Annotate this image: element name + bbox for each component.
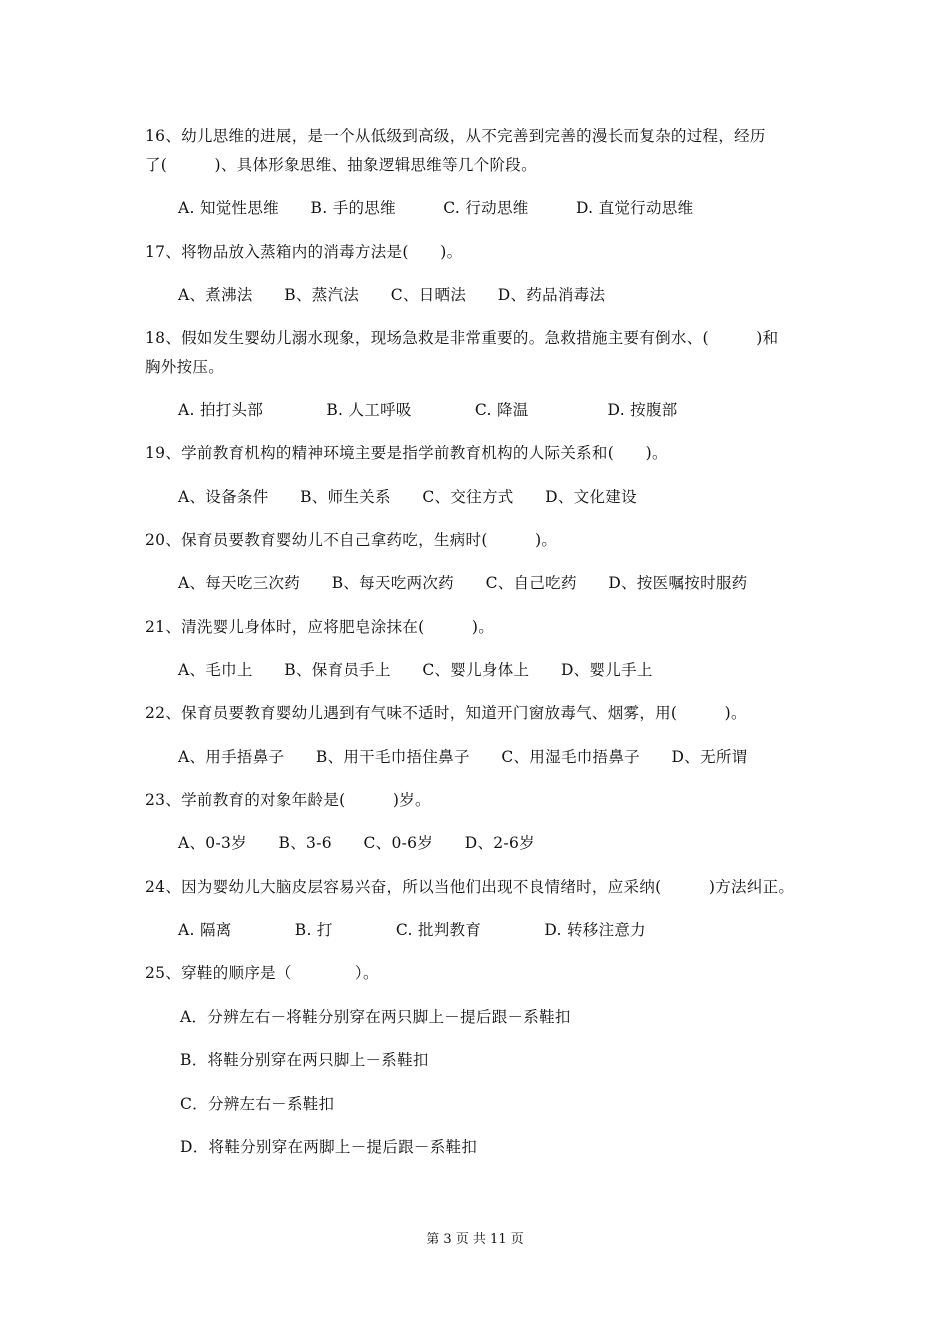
question-19-stem: 19、学前教育机构的精神环境主要是指学前教育机构的人际关系和( )。 — [145, 444, 668, 462]
page-footer: 第 3 页 共 11 页 — [426, 1232, 524, 1247]
question-21-options: A、毛巾上 B、保育员手上 C、婴儿身体上 D、婴儿手上 — [178, 661, 653, 679]
question-17-stem: 17、将物品放入蒸箱内的消毒方法是( )。 — [145, 243, 463, 261]
question-16-stem-line-1: 16、幼儿思维的进展，是一个从低级到高级，从不完善到完善的漫长而复杂的过程，经历 — [145, 127, 766, 145]
question-20-options: A、每天吃三次药 B、每天吃两次药 C、自己吃药 D、按医嘱按时服药 — [178, 574, 748, 592]
question-21-stem: 21、清洗婴儿身体时，应将肥皂涂抹在( )。 — [145, 618, 495, 636]
question-24-stem: 24、因为婴幼儿大脑皮层容易兴奋，所以当他们出现不良情绪时，应采纳( )方法纠正。 — [145, 878, 795, 896]
question-25-stem: 25、穿鞋的顺序是（ ）。 — [145, 964, 379, 982]
question-22-options: A、用手捂鼻子 B、用干毛巾捂住鼻子 C、用湿毛巾捂鼻子 D、无所谓 — [178, 748, 748, 766]
question-18-stem-line-2: 胸外按压。 — [145, 358, 225, 376]
question-23-options: A、0-3岁 B、3-6 C、0-6岁 D、2-6岁 — [178, 834, 535, 852]
question-25-option-c: C．分辨左右－系鞋扣 — [180, 1095, 335, 1113]
question-25-option-d: D．将鞋分别穿在两脚上－提后跟－系鞋扣 — [180, 1138, 478, 1156]
question-18-options: A. 拍打头部 B. 人工呼吸 C. 降温 D. 按腹部 — [178, 401, 678, 419]
question-24-options: A. 隔离 B. 打 C. 批判教育 D. 转移注意力 — [178, 921, 646, 939]
question-16-stem-line-2: 了( )、具体形象思维、抽象逻辑思维等几个阶段。 — [145, 156, 537, 174]
question-23-stem: 23、学前教育的对象年龄是( )岁。 — [145, 791, 431, 809]
question-17-options: A、煮沸法 B、蒸汽法 C、日晒法 D、药品消毒法 — [178, 286, 606, 304]
question-25-option-a: A．分辨左右－将鞋分别穿在两只脚上－提后跟－系鞋扣 — [180, 1008, 571, 1026]
question-16-options: A. 知觉性思维 B. 手的思维 C. 行动思维 D. 直觉行动思维 — [178, 199, 694, 217]
question-25-option-b: B．将鞋分别穿在两只脚上－系鞋扣 — [180, 1051, 429, 1069]
question-22-stem: 22、保育员要教育婴幼儿遇到有气味不适时，知道开门窗放毒气、烟雾，用( )。 — [145, 704, 747, 722]
question-20-stem: 20、保育员要教育婴幼儿不自己拿药吃，生病时( )。 — [145, 531, 558, 549]
question-18-stem-line-1: 18、假如发生婴幼儿溺水现象，现场急救是非常重要的。急救措施主要有倒水、( )和 — [145, 329, 779, 347]
question-19-options: A、设备条件 B、师生关系 C、交往方式 D、文化建设 — [178, 488, 637, 506]
